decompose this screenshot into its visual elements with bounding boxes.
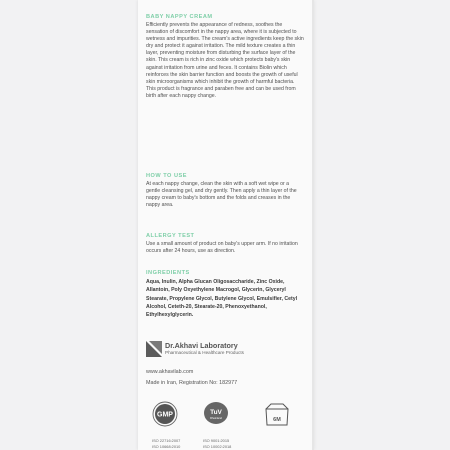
ingredients-heading: INGREDIENTS bbox=[146, 270, 190, 276]
tuv-badge-icon bbox=[204, 402, 228, 424]
how-to-use-heading: HOW TO USE bbox=[146, 173, 187, 179]
brand-text bbox=[165, 342, 244, 356]
allergy-test-section bbox=[146, 233, 304, 255]
website-text: www.akhavilab.com bbox=[146, 369, 194, 375]
iso-10668: ISO 10668:2010 bbox=[152, 444, 181, 449]
brand-logo-icon bbox=[146, 341, 162, 357]
tuv-sublabel: Rheinland bbox=[210, 417, 222, 420]
how-to-use-section bbox=[146, 173, 304, 209]
allergy-test-text: Use a small amount of product on baby's upper arm. If no irritation occurs after 24 hours, use as direction. bbox=[146, 241, 298, 255]
product-box-side-panel bbox=[138, 0, 312, 450]
product-description: Efficiently prevents the appearance of redness, soothes the sensation of discomfort in the nappy area, where it is subjected to wetness and impurities. The cream's active ingredients keep the skin dry and protect it against irritation. The mild texture creates a thin layer, preventing moisture from disturbing the surface layer of the skin. This cream is rich in zinc oxide which protects baby's skin against irritation from urine and feces. It contains Biolin which reinforces the skin barrier function and boosts the growth of useful skin microorganisms which inhibit the growth of harmful bacteria. This product is fragrance and paraben free and can be used from birth after each nappy change. bbox=[146, 22, 304, 99]
product-heading: BABY NAPPY CREAM bbox=[146, 14, 213, 20]
ingredients-section bbox=[146, 270, 304, 319]
gmp-badge-icon bbox=[153, 402, 177, 426]
iso-10002: ISO 10002:2018 bbox=[203, 444, 232, 449]
tuv-label: TuV bbox=[210, 409, 222, 416]
ingredients-list: Aqua, Inulin, Alpha Glucan Oligosaccharide, Zinc Oxide, Allantoin, Poly Oxyethylene Macrogol, Glycerin, Glyceryl Stearate, Propylene Glycol, Butylene Glycol, Emulsifier, Cetyl Alcohol, Ceteth-20, Stearate-20, Phenoxyethanol, Ethylhexylglycerin. bbox=[146, 279, 298, 319]
certification-row bbox=[146, 401, 306, 449]
gmp-label: GMP bbox=[157, 411, 173, 419]
iso-9001: ISO 9001:2015 bbox=[203, 438, 230, 443]
period-after-opening-icon bbox=[266, 404, 288, 425]
made-in-text: Made in Iran, Registration No: 182977 bbox=[146, 380, 238, 386]
product-section bbox=[146, 14, 304, 100]
iso-22716: ISO 22716:2007 bbox=[152, 438, 181, 443]
box-edge bbox=[312, 0, 314, 450]
certification-icons bbox=[146, 401, 306, 435]
brand-subtitle: Pharmaceutical & Healthcare Products bbox=[165, 350, 244, 355]
pao-label: 6M bbox=[273, 417, 281, 423]
brand-logo-row bbox=[146, 341, 244, 357]
brand-name: Dr.Akhavi Laboratory bbox=[165, 341, 238, 350]
how-to-use-text: At each nappy change, clean the skin with a soft wet wipe or a gentle cleansing gel, and dry gently. Then apply a thin layer of the nappy cream to baby's bottom and the folds and creases in the nappy area. bbox=[146, 181, 297, 209]
allergy-test-heading: ALLERGY TEST bbox=[146, 233, 195, 239]
